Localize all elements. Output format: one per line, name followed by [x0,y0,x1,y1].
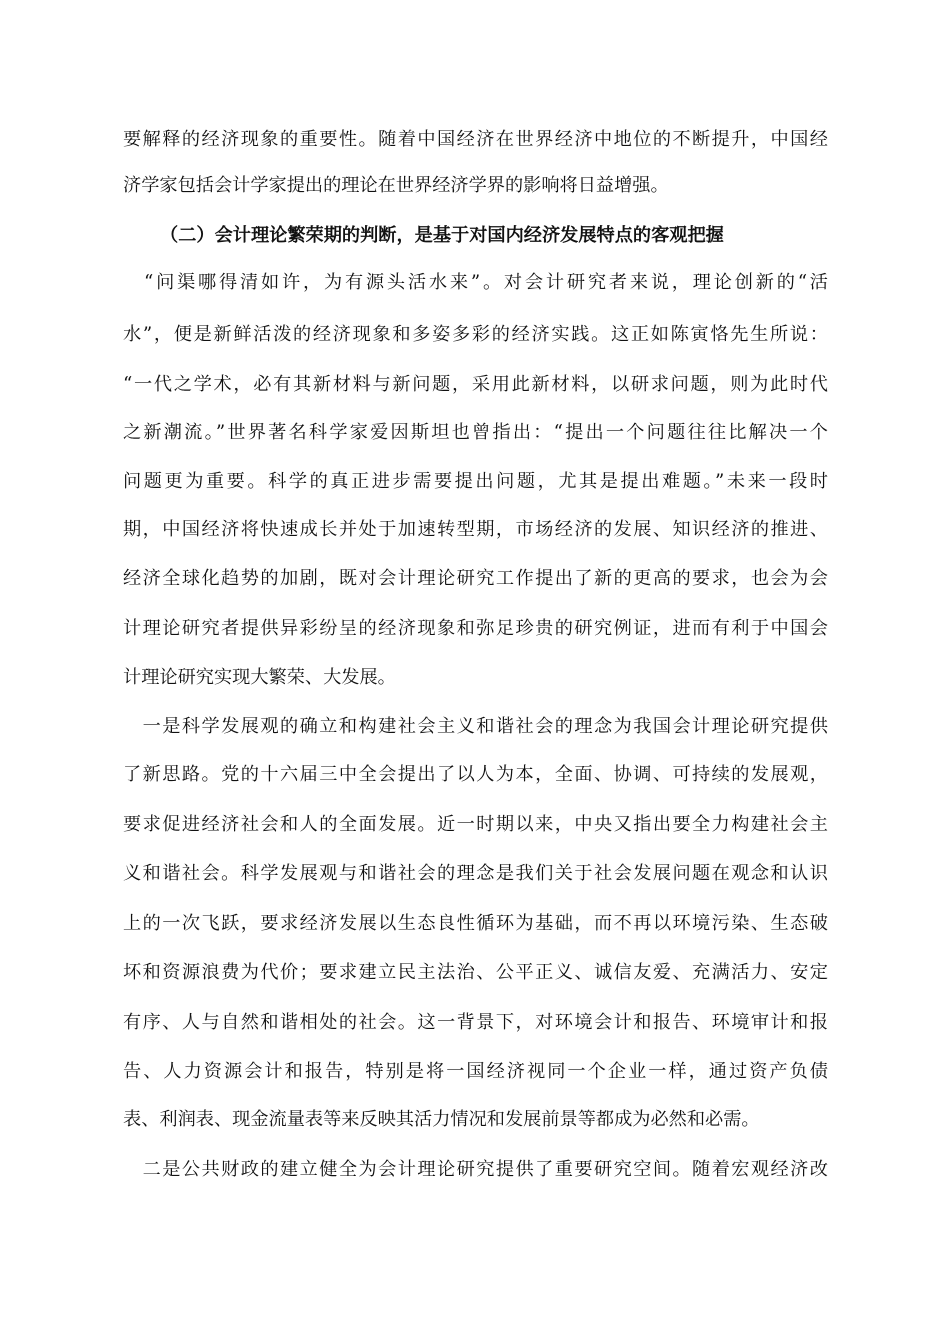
text-line: 有序、人与自然和谐相处的社会。这一背景下，对环境会计和报告、环境审计和报 [123,1012,828,1033]
text-line: 一是科学发展观的确立和构建社会主义和谐社会的理念为我国会计理论研究提供 [123,716,828,737]
text-line: 义和谐社会。科学发展观与和谐社会的理念是我们关于社会发展问题在观念和认识 [123,863,828,884]
text-line: 计理论研究实现大繁荣、大发展。 [123,667,396,688]
text-line: 二是公共财政的建立健全为会计理论研究提供了重要研究空间。随着宏观经济改 [123,1159,828,1180]
text-line: 济学家包括会计学家提出的理论在世界经济学界的影响将日益增强。 [123,175,669,196]
text-line: 水”，便是新鲜活泼的经济现象和多姿多彩的经济实践。这正如陈寅恪先生所说： [123,324,828,345]
text-line: “问渠哪得清如许，为有源头活水来”。对会计研究者来说，理论创新的“活 [123,272,828,293]
text-line: 计理论研究者提供异彩纷呈的经济现象和弥足珍贵的研究例证，进而有利于中国会 [123,618,828,639]
text-line: 上的一次飞跃，要求经济发展以生态良性循环为基础，而不再以环境污染、生态破 [123,913,828,934]
text-line: 期，中国经济将快速成长并处于加速转型期，市场经济的发展、知识经济的推进、 [123,519,828,540]
text-line: 问题更为重要。科学的真正进步需要提出问题，尤其是提出难题。”未来一段时 [123,471,828,492]
text-line: “一代之学术，必有其新材料与新问题，采用此新材料，以研求问题，则为此时代 [123,374,828,395]
text-line: 经济全球化趋势的加剧，既对会计理论研究工作提出了新的更高的要求，也会为会 [123,568,828,589]
text-line: 之新潮流。”世界著名科学家爱因斯坦也曾指出：“提出一个问题往往比解决一个 [123,422,828,443]
section-heading: （二）会计理论繁荣期的判断，是基于对国内经济发展特点的客观把握 [160,225,724,246]
text-line: 要解释的经济现象的重要性。随着中国经济在世界经济中地位的不断提升，中国经 [123,129,828,150]
text-line: 了新思路。党的十六届三中全会提出了以人为本，全面、协调、可持续的发展观， [123,764,828,785]
text-line: 表、利润表、现金流量表等来反映其活力情况和发展前景等都成为必然和必需。 [123,1109,760,1130]
text-line: 告、人力资源会计和报告，特别是将一国经济视同一个企业一样，通过资产负债 [123,1061,828,1082]
text-line: 坏和资源浪费为代价；要求建立民主法治、公平正义、诚信友爱、充满活力、安定 [123,962,828,983]
text-line: 要求促进经济社会和人的全面发展。近一时期以来，中央又指出要全力构建社会主 [123,814,828,835]
